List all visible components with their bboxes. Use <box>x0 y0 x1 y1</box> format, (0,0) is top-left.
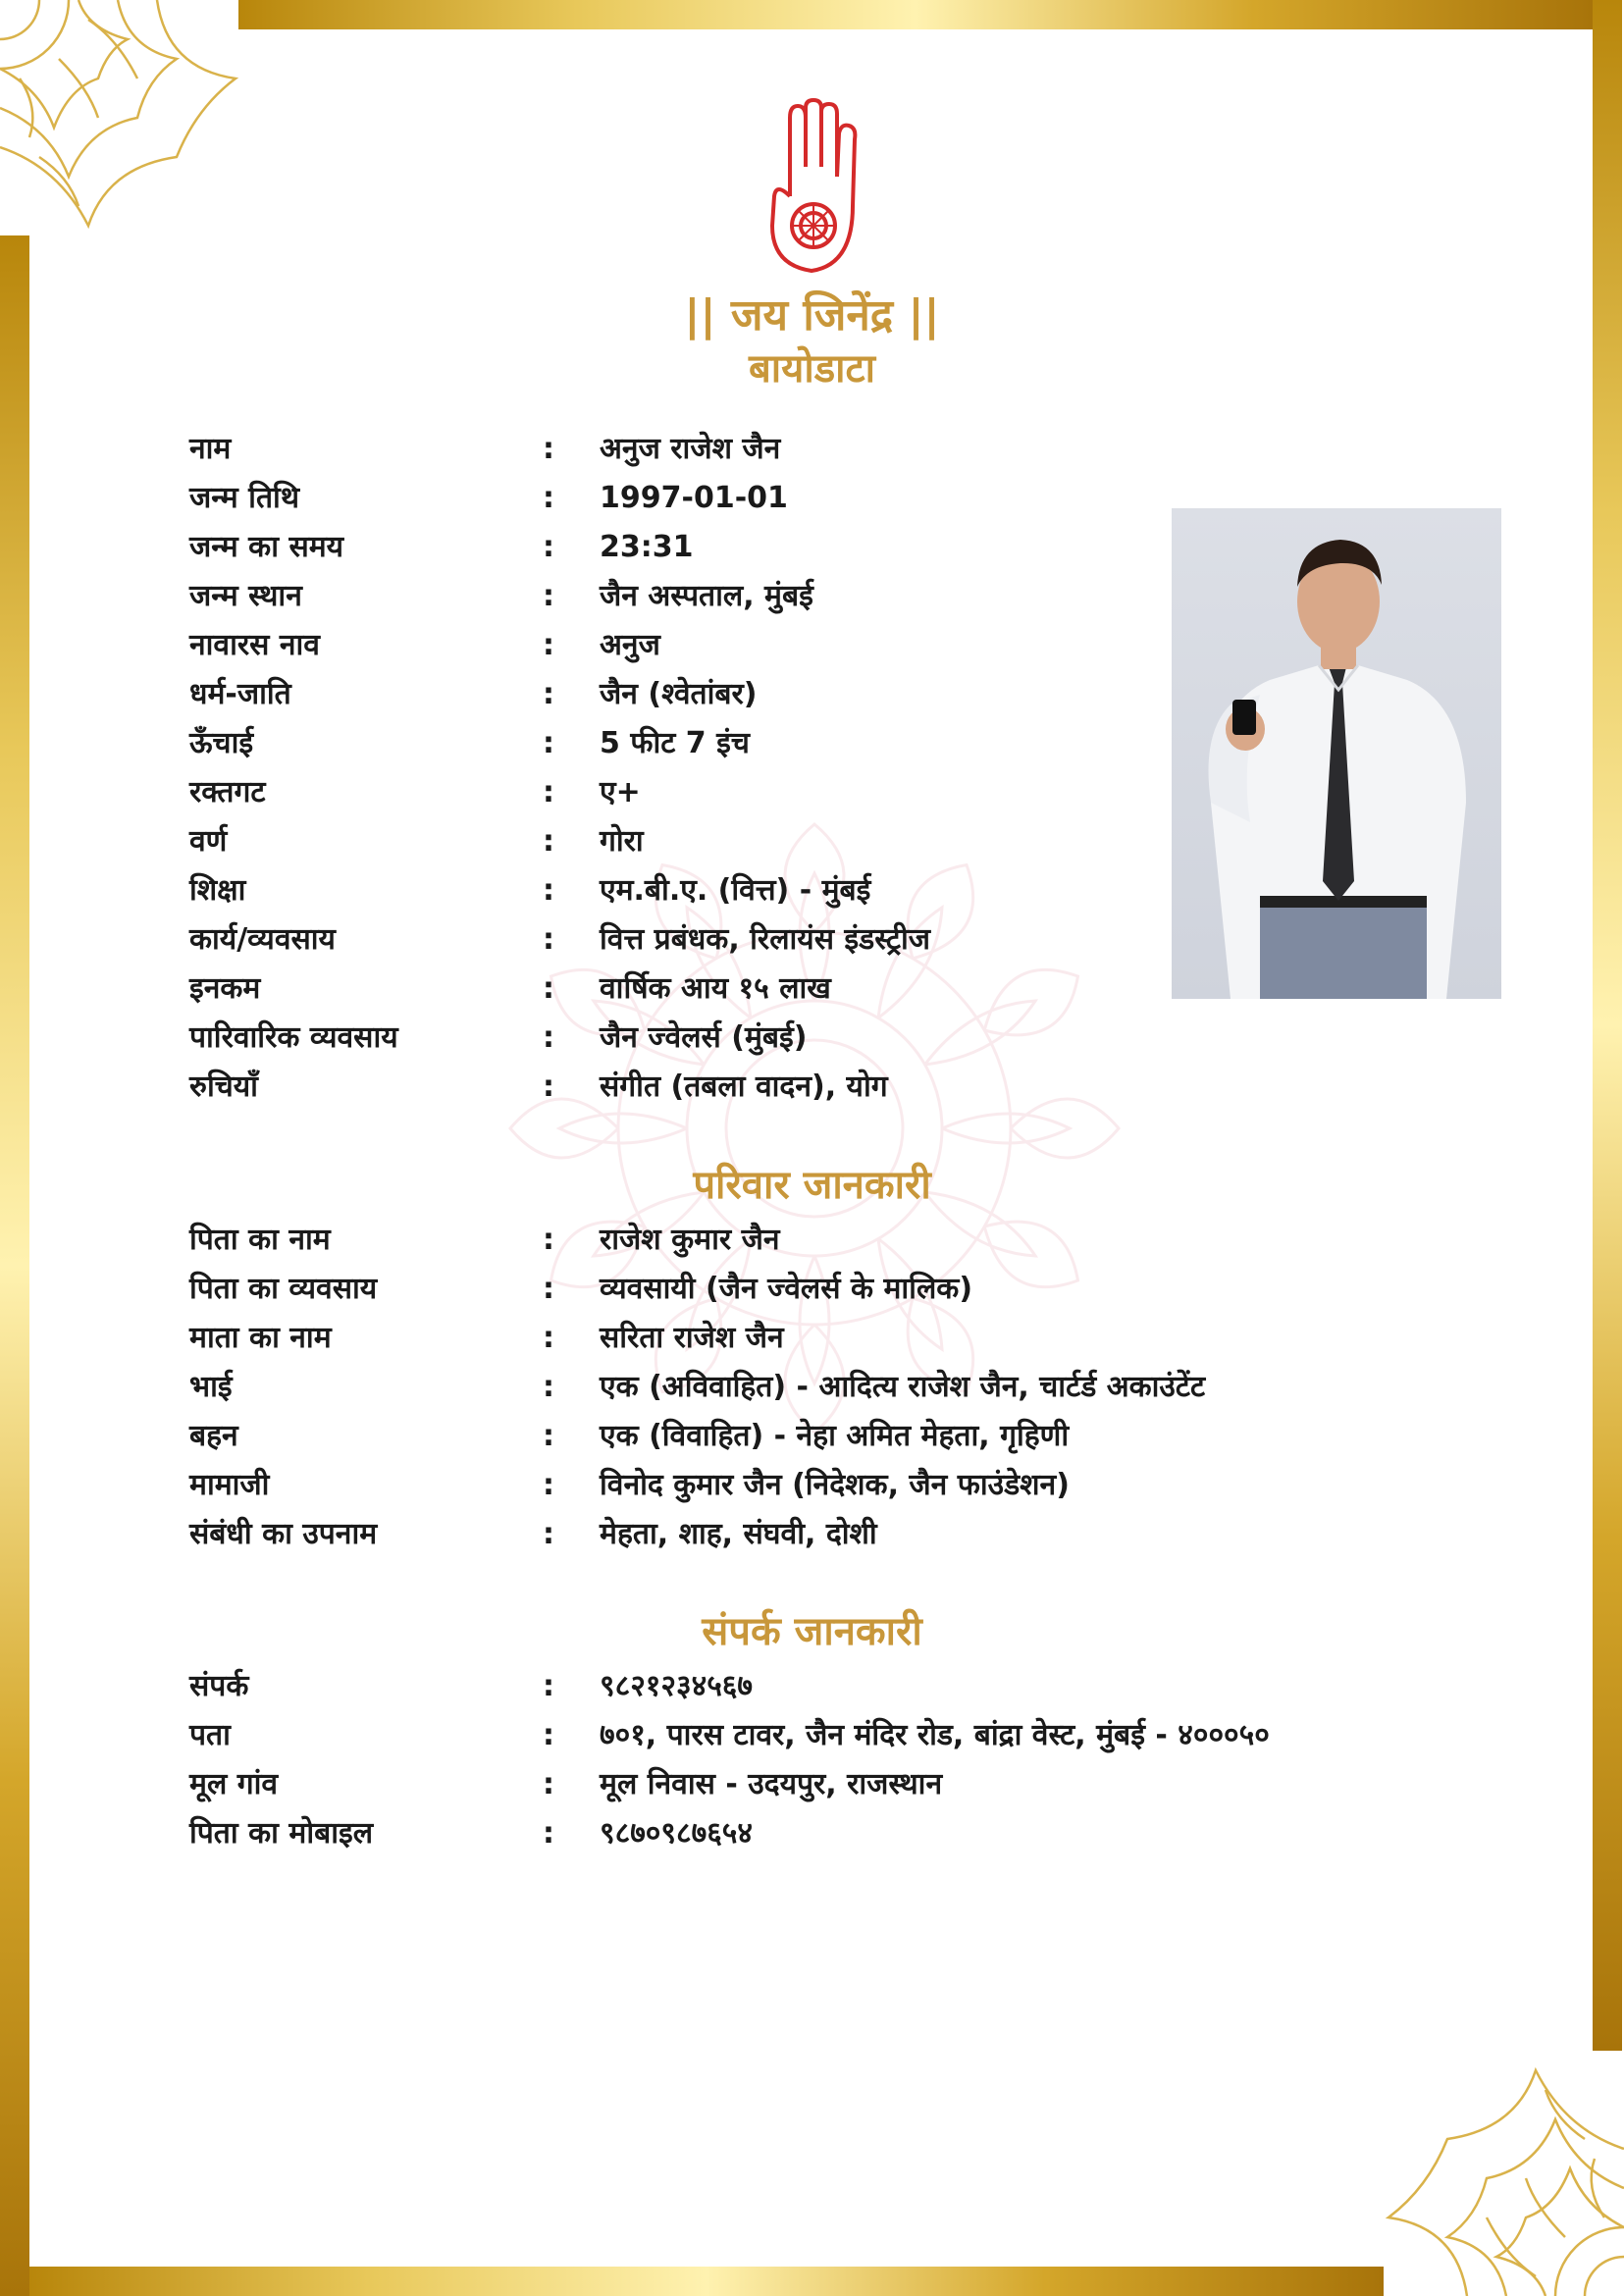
separator: : <box>543 1020 554 1055</box>
separator: : <box>543 1070 554 1104</box>
separator: : <box>543 1767 554 1801</box>
separator: : <box>543 1370 554 1404</box>
contact-value: मूल निवास - उदयपुर, राजस्थान <box>600 1767 943 1801</box>
contact-label: मूल गांव <box>189 1767 279 1801</box>
family-value: मेहता, शाह, संघवी, दोशी <box>600 1517 877 1551</box>
contact-label: पिता का मोबाइल <box>189 1816 374 1851</box>
contact-label: संपर्क <box>189 1669 249 1703</box>
personal-value: वार्षिक आय १५ लाख <box>600 971 831 1006</box>
separator: : <box>543 971 554 1006</box>
profile-photo <box>1172 508 1501 999</box>
greeting: || जय जिनेंद्र || <box>684 290 940 340</box>
personal-label: जन्म स्थान <box>189 579 302 613</box>
separator: : <box>543 1468 554 1502</box>
separator: : <box>543 481 554 515</box>
personal-value: एम.बी.ए. (वित्त) - मुंबई <box>600 873 871 908</box>
personal-label: पारिवारिक व्यवसाय <box>189 1020 398 1055</box>
ahimsa-hand-icon <box>760 98 864 275</box>
family-label: मामाजी <box>189 1468 270 1502</box>
contact-label: पता <box>189 1718 231 1752</box>
separator: : <box>543 1419 554 1453</box>
separator: : <box>543 1321 554 1355</box>
personal-value: अनुज <box>600 628 660 662</box>
family-label: भाई <box>189 1370 233 1404</box>
personal-label: ऊँचाई <box>189 726 254 760</box>
separator: : <box>543 579 554 613</box>
personal-value: वित्त प्रबंधक, रिलायंस इंडस्ट्रीज <box>600 922 931 957</box>
personal-label: कार्य/व्यवसाय <box>189 922 336 957</box>
contact-value: ९८२१२३४५६७ <box>600 1669 753 1703</box>
separator: : <box>543 1718 554 1752</box>
person-illustration <box>1172 508 1501 999</box>
personal-label: इनकम <box>189 971 261 1006</box>
personal-label: जन्म तिथि <box>189 481 299 515</box>
personal-label: नावारस नाव <box>189 628 320 662</box>
family-value: एक (विवाहित) - नेहा अमित मेहता, गृहिणी <box>600 1419 1070 1453</box>
personal-value: गोरा <box>600 824 644 859</box>
family-value: व्यवसायी (जैन ज्वेलर्स के मालिक) <box>600 1272 973 1306</box>
separator: : <box>543 824 554 859</box>
separator: : <box>543 1223 554 1257</box>
top-border <box>238 0 1593 29</box>
separator: : <box>543 775 554 809</box>
personal-value: जैन ज्वेलर्स (मुंबई) <box>600 1020 808 1055</box>
contact-value: ९८७०९८७६५४ <box>600 1816 753 1851</box>
separator: : <box>543 677 554 711</box>
personal-label: नाम <box>189 432 232 466</box>
personal-label: रुचियाँ <box>189 1070 258 1104</box>
bottom-right-mandala <box>1369 2051 1624 2296</box>
family-label: बहन <box>189 1419 238 1453</box>
top-left-mandala <box>0 0 255 245</box>
personal-value: संगीत (तबला वादन), योग <box>600 1070 888 1104</box>
page-title: बायोडाटा <box>748 346 876 391</box>
family-label: पिता का व्यवसाय <box>189 1272 378 1306</box>
family-value: सरिता राजेश जैन <box>600 1321 784 1355</box>
separator: : <box>543 922 554 957</box>
contact-value: ७०१, पारस टावर, जैन मंदिर रोड, बांद्रा वेस्ट, मुंबई - ४०००५० <box>600 1718 1270 1752</box>
family-label: पिता का नाम <box>189 1223 331 1257</box>
family-label: माता का नाम <box>189 1321 332 1355</box>
personal-value: 5 फीट 7 इंच <box>600 726 750 760</box>
left-border <box>0 235 29 2296</box>
personal-label: रक्तगट <box>189 775 266 809</box>
separator: : <box>543 530 554 564</box>
family-label: संबंधी का उपनाम <box>189 1517 378 1551</box>
personal-value: जैन (श्वेतांबर) <box>600 677 758 711</box>
separator: : <box>543 628 554 662</box>
family-value: राजेश कुमार जैन <box>600 1223 780 1257</box>
separator: : <box>543 1816 554 1851</box>
separator: : <box>543 432 554 466</box>
personal-value: अनुज राजेश जैन <box>600 432 781 466</box>
personal-label: वर्ण <box>189 824 228 859</box>
separator: : <box>543 873 554 908</box>
bottom-border <box>29 2267 1384 2296</box>
family-value: विनोद कुमार जैन (निदेशक, जैन फाउंडेशन) <box>600 1468 1070 1502</box>
personal-label: जन्म का समय <box>189 530 344 564</box>
family-value: एक (अविवाहित) - आदित्य राजेश जैन, चार्टर्ड अकाउंटेंट <box>600 1370 1206 1404</box>
separator: : <box>543 1272 554 1306</box>
contact-heading: संपर्क जानकारी <box>702 1609 922 1654</box>
family-heading: परिवार जानकारी <box>693 1163 931 1208</box>
personal-label: धर्म-जाति <box>189 677 291 711</box>
separator: : <box>543 1517 554 1551</box>
personal-value: 1997-01-01 <box>600 481 788 515</box>
personal-value: ए+ <box>600 775 641 809</box>
personal-value: 23:31 <box>600 530 694 564</box>
separator: : <box>543 726 554 760</box>
personal-label: शिक्षा <box>189 873 246 908</box>
personal-value: जैन अस्पताल, मुंबई <box>600 579 813 613</box>
separator: : <box>543 1669 554 1703</box>
